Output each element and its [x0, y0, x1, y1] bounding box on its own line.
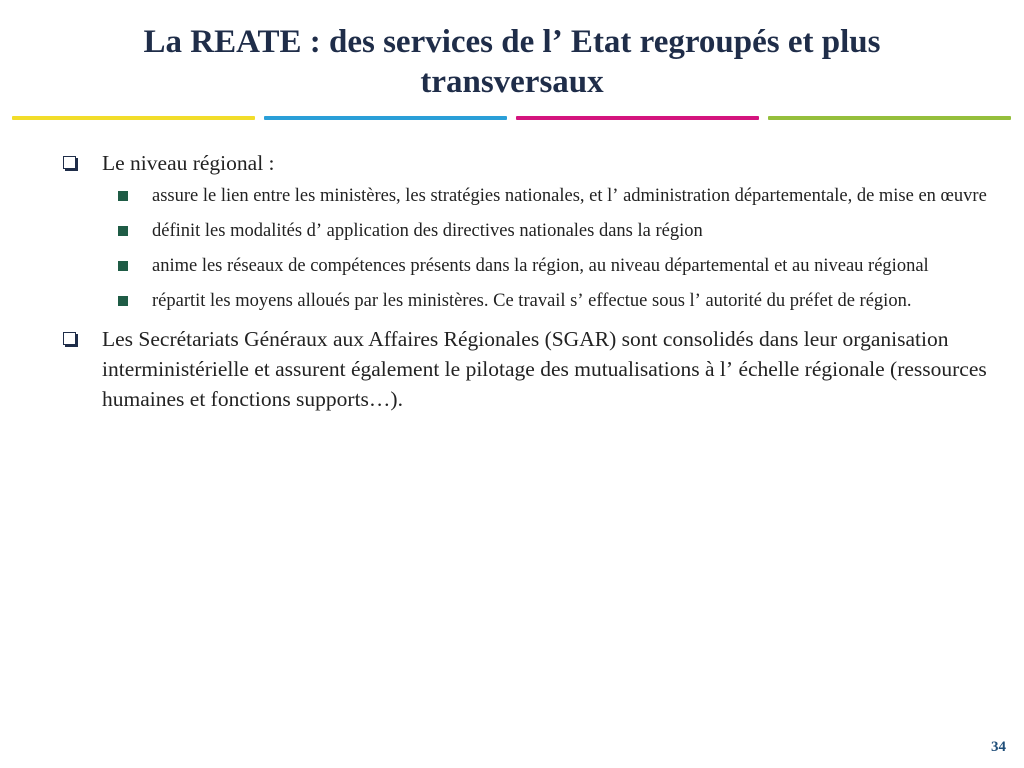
square-bullet-icon: [118, 261, 128, 271]
checkbox-bullet-icon: [63, 332, 76, 345]
color-divider: [12, 116, 1011, 121]
sub-bullet-list: [110, 184, 1000, 313]
divider-segment-magenta: [516, 116, 759, 120]
sub-bullet-text: répartit les moyens alloués par les ministères. Ce travail sʼ effectue sous lʼ autorité du préfet de région.: [152, 291, 912, 311]
bullet-text: Le niveau régional :: [102, 151, 275, 175]
bullet-text: Les Secrétariats Généraux aux Affaires Régionales (SGAR) sont consolidés dans leur organisation interministérielle et assurent également le pilotage des mutualisations à lʼ échelle régionale (ressources humaines et fonctions supports…).: [102, 327, 987, 411]
divider-segment-green: [768, 116, 1011, 120]
slide-title: La REATE : des services de lʼ Etat regroupés et plus transversaux: [143, 24, 881, 100]
square-bullet-icon: [118, 296, 128, 306]
bullet-item: [60, 324, 1000, 414]
divider-segment-blue: [264, 116, 507, 120]
sub-bullet-text: assure le lien entre les ministères, les stratégies nationales, et lʼ administration départementale, de mise en œuvre: [152, 186, 987, 206]
sub-bullet-item: [110, 254, 996, 278]
sub-bullet-item: [110, 289, 996, 313]
slide-body: [60, 148, 1000, 414]
sub-bullet-item: [110, 184, 996, 208]
bullet-item: [60, 148, 1000, 313]
sub-bullet-text: anime les réseaux de compétences présents dans la région, au niveau départemental et au niveau régional: [152, 256, 929, 276]
square-bullet-icon: [118, 226, 128, 236]
page-number: 34: [991, 739, 1006, 755]
divider-segment-yellow: [12, 116, 255, 120]
square-bullet-icon: [118, 191, 128, 201]
sub-bullet-text: définit les modalités dʼ application des directives nationales dans la région: [152, 221, 703, 241]
sub-bullet-item: [110, 219, 996, 243]
checkbox-bullet-icon: [63, 156, 76, 169]
